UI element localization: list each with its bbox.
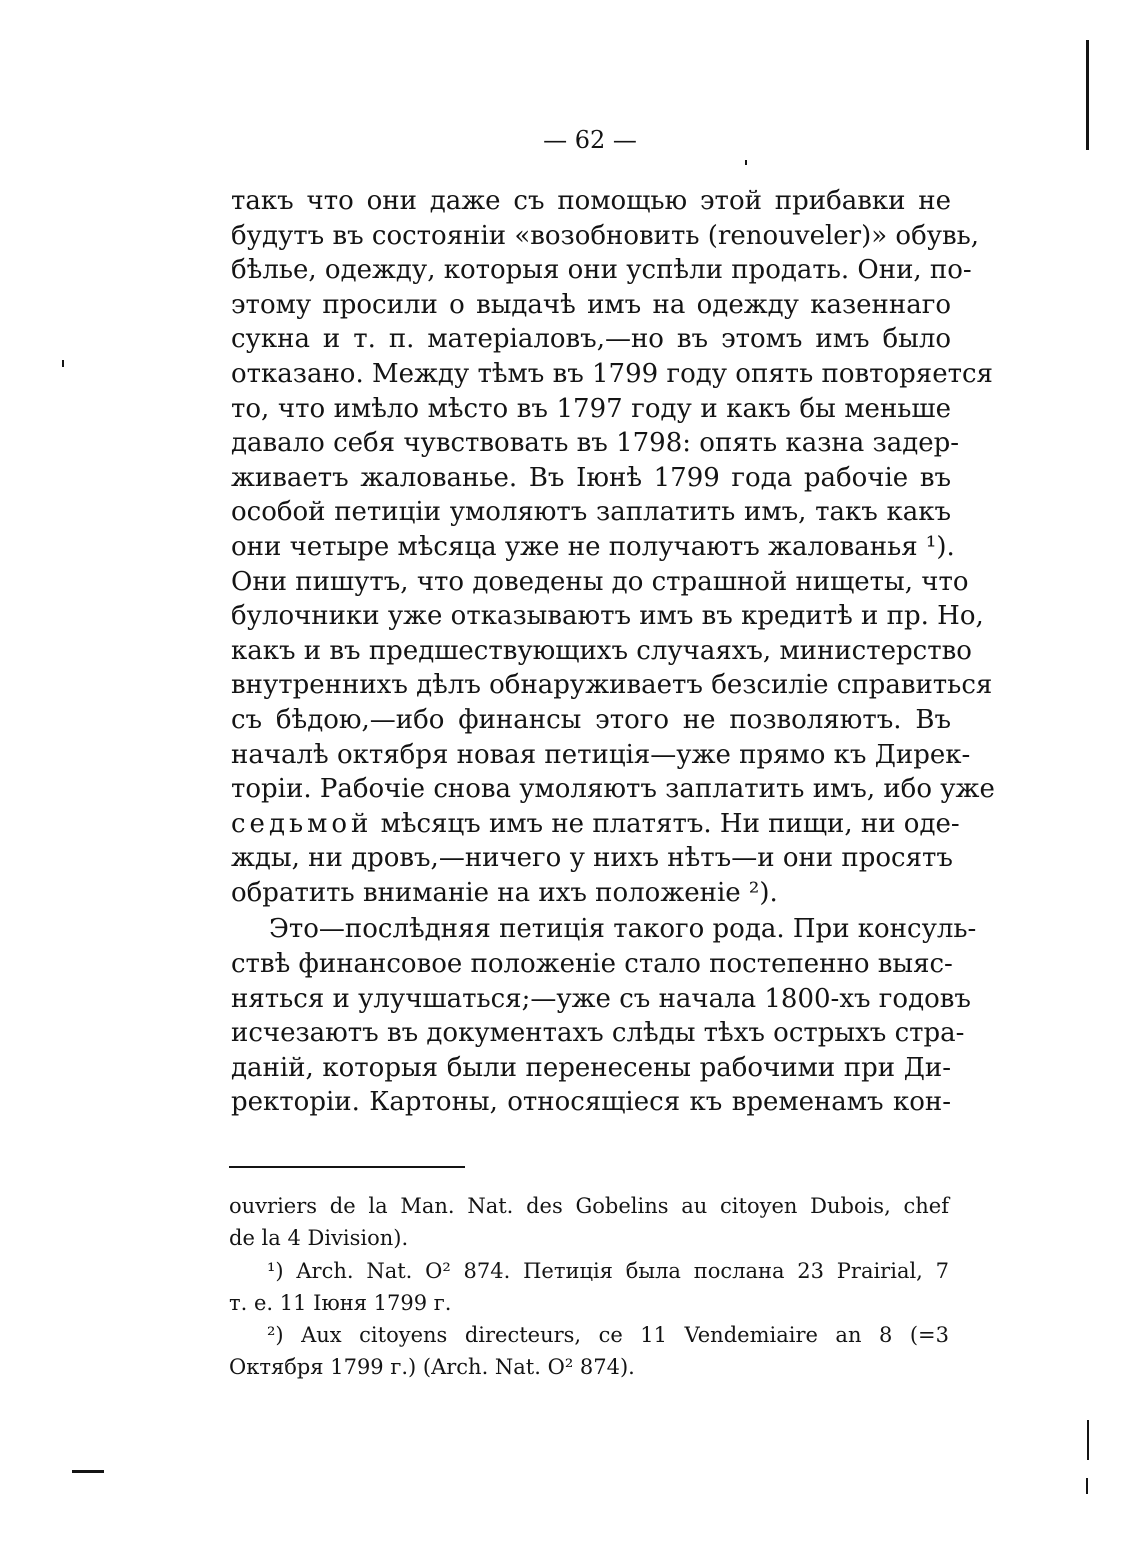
footnote-line: ¹) Arch. Nat. O² 874. Петиція была послана 23 Prairial, 7 (267, 1258, 949, 1283)
text-line: Они пишутъ, что доведены до страшной нищеты, что (231, 566, 969, 597)
text-line: Это—послѣдняя петиція такого рода. При консуль- (269, 914, 977, 945)
footnote-line: т. е. 11 Іюня 1799 г. (229, 1290, 452, 1315)
text-line: началѣ октября новая петиція—уже прямо къ Дирек- (231, 739, 971, 770)
text-line: живаетъ жалованье. Въ Іюнѣ 1799 года рабочіе въ (231, 462, 951, 493)
text-line: будутъ въ состояніи «возобновить (renouveler)» обувь, (231, 220, 980, 251)
text-line: какъ и въ предшествующихъ случаяхъ, министерство (231, 635, 972, 666)
text-line: съ бѣдою,—ибо финансы этого не позволяютъ. Въ (231, 704, 951, 735)
text-fragment: мѣсяцъ имъ не платятъ. Ни пищи, ни оде- (372, 808, 960, 839)
text-line: жды, ни дровъ,—ничего у нихъ нѣтъ—и они просятъ (231, 843, 953, 874)
text-line: сукна и т. п. матеріаловъ,—но въ этомъ имъ было (231, 324, 951, 355)
text-line: отказано. Между тѣмъ въ 1799 году опять повторяется (231, 358, 993, 389)
text-line: они четыре мѣсяца уже не получаютъ жалованья ¹). (231, 531, 955, 562)
footnote-divider (229, 1166, 465, 1168)
text-line: внутреннихъ дѣлъ обнаруживаетъ безсиліе справиться (231, 670, 993, 701)
text-line: ствѣ финансовое положеніе стало постепенно выяс- (231, 949, 953, 980)
text-line: няться и улучшаться;—уже съ начала 1800-хъ годовъ (231, 983, 971, 1014)
text-line-seventh-month (231, 807, 960, 842)
footnote-line: Октября 1799 г.) (Arch. Nat. O² 874). (229, 1355, 635, 1380)
text-line: булочники уже отказываютъ имъ въ кредитѣ и пр. Но, (231, 601, 984, 632)
text-line: то, что имѣло мѣсто въ 1797 году и какъ бы меньше (231, 393, 951, 424)
scan-edge-mark (1087, 1420, 1089, 1460)
text-line: этому просили о выдачѣ имъ на одежду казеннаго (231, 289, 951, 320)
text-line: обратить вниманіе на ихъ положеніе ²). (231, 877, 778, 908)
page-number: — 62 — (543, 126, 637, 154)
scan-edge-mark (1086, 40, 1089, 150)
text-line: бѣлье, одежду, которыя они успѣли продать. Они, по- (231, 255, 972, 286)
scan-speck (745, 160, 747, 165)
text-line: торіи. Рабочіе снова умоляютъ заплатить имъ, ибо уже (231, 774, 995, 805)
footnote-line: de la 4 Division). (229, 1226, 409, 1251)
text-line: даній, которыя были перенесены рабочими при Ди- (231, 1052, 951, 1083)
footnote-line: ²) Aux citoyens directeurs, ce 11 Vendemiaire an 8 (=3 (267, 1323, 949, 1348)
scan-speck (62, 360, 64, 367)
emphasized-word: седьмой (231, 808, 373, 839)
text-line: ректоріи. Картоны, относящіеся къ временамъ кон- (231, 1087, 951, 1118)
text-line: особой петиціи умоляютъ заплатить имъ, такъ какъ (231, 497, 951, 528)
text-line: исчезаютъ въ документахъ слѣды тѣхъ острыхъ стра- (231, 1018, 965, 1049)
scan-speck (72, 1470, 104, 1473)
scan-edge-mark (1086, 1478, 1088, 1494)
text-line: давало себя чувствовать въ 1798: опять казна задер- (231, 428, 960, 459)
footnotes (229, 1190, 949, 1384)
text-line: такъ что они даже съ помощью этой прибавки не (231, 186, 951, 216)
body-text (231, 184, 995, 1120)
footnote-line: ouvriers de la Man. Nat. des Gobelins au citoyen Dubois, chef (229, 1194, 949, 1218)
